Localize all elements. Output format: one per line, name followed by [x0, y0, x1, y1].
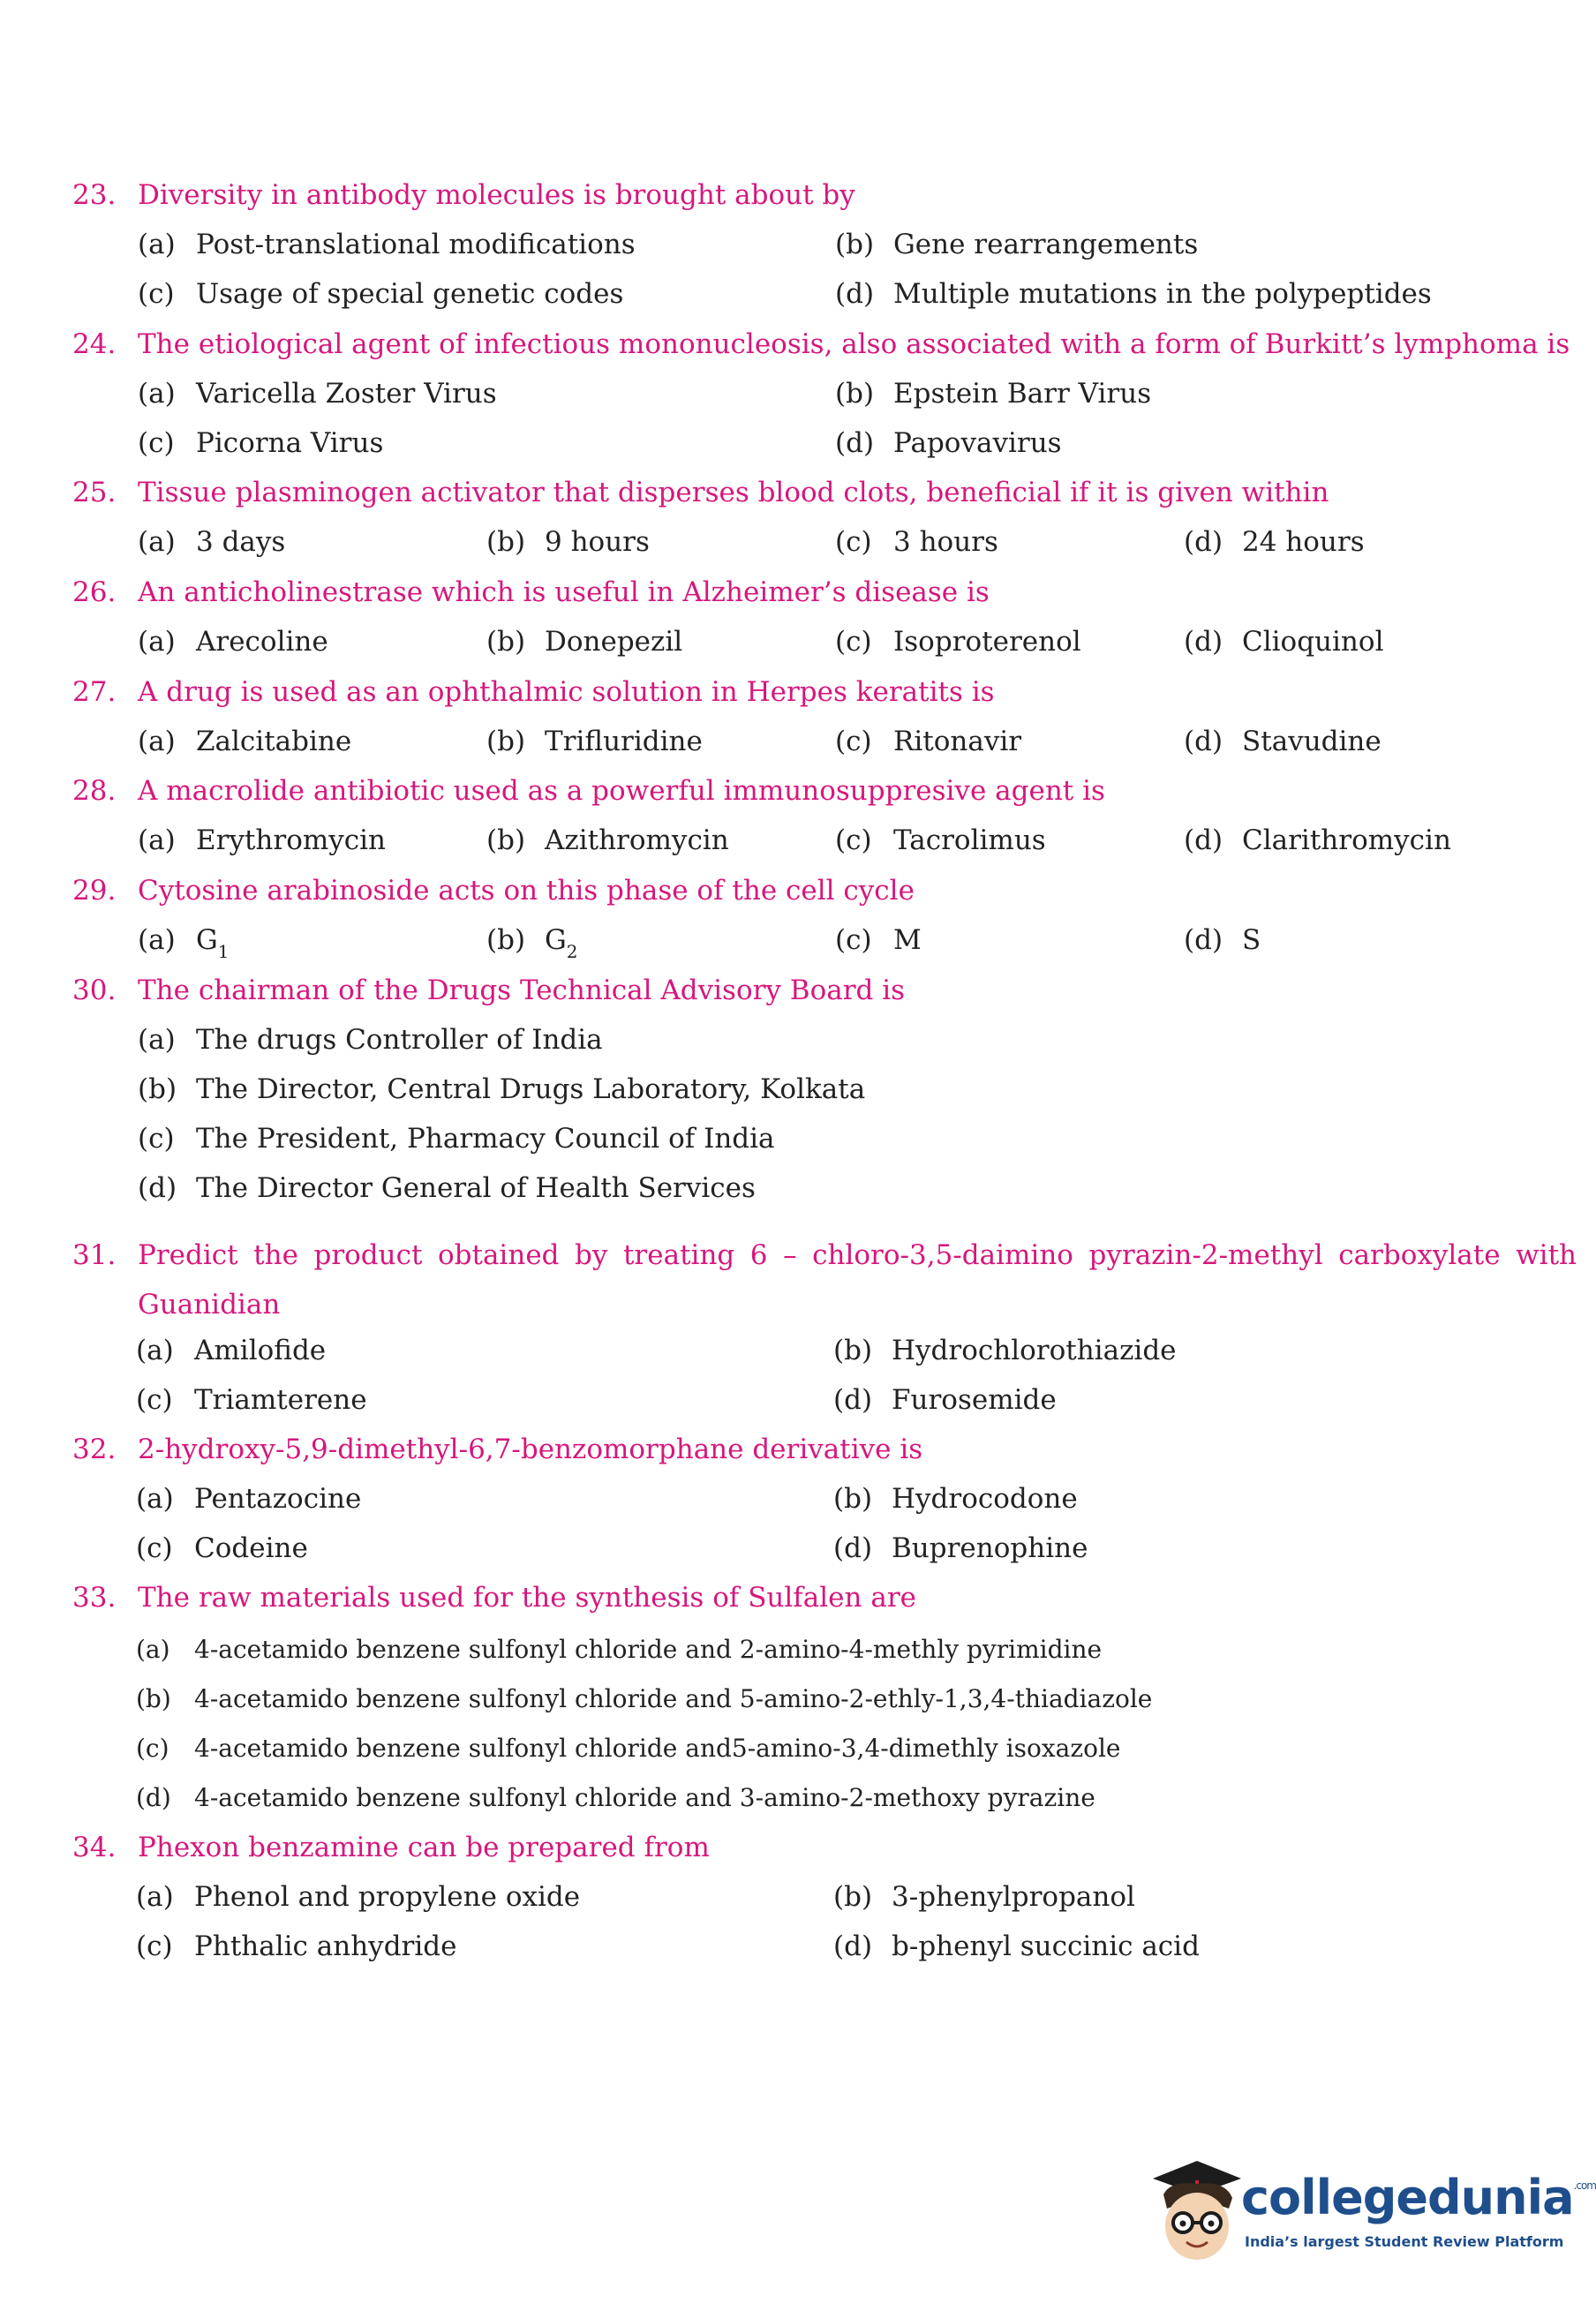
- option-label: (a): [138, 526, 176, 558]
- option-subscript: 1: [217, 941, 230, 962]
- option-text: Papovavirus: [893, 427, 1062, 459]
- option-text: Pentazocine: [194, 1483, 362, 1515]
- option-text: 3-phenylpropanol: [892, 1881, 1135, 1913]
- option-b: [486, 526, 650, 558]
- option-text: Phthalic anhydride: [194, 1930, 457, 1962]
- option-label: (c): [136, 1930, 173, 1962]
- question-23: [72, 179, 1520, 211]
- option-c: [835, 824, 1046, 856]
- option-c: [138, 427, 383, 459]
- option-d: [833, 1532, 1088, 1564]
- option-a: [136, 1335, 326, 1366]
- option-label: (b): [833, 1881, 873, 1913]
- option-text: Azithromycin: [545, 824, 729, 856]
- option-label: (d): [136, 1783, 171, 1812]
- question-number: 33.: [72, 1582, 117, 1614]
- option-b: [833, 1483, 1078, 1515]
- option-text: 4-acetamido benzene sulfonyl chloride and 5-amino-2-ethly-1,3,4-thiadiazole: [194, 1684, 1153, 1713]
- option-c: [136, 1532, 308, 1564]
- option-c: [138, 278, 623, 310]
- question-text: 2-hydroxy-5,9-dimethyl-6,7-benzomorphane derivative is: [138, 1434, 923, 1465]
- option-label: (d): [1184, 526, 1223, 558]
- question-28: [72, 775, 1520, 807]
- option-c: [136, 1930, 456, 1962]
- option-c: [835, 726, 1021, 757]
- option-subscript: 2: [566, 941, 578, 962]
- question-text: Tissue plasminogen activator that disperses blood clots, beneficial if it is given within: [138, 477, 1329, 508]
- option-d: [1184, 526, 1365, 558]
- question-text: The raw materials used for the synthesis of Sulfalen are: [138, 1582, 916, 1614]
- option-c: [835, 626, 1081, 658]
- question-29: [72, 875, 1520, 907]
- option-a: [138, 229, 636, 260]
- question-24: [72, 328, 1570, 360]
- question-26: [72, 576, 1520, 608]
- question-text: The chairman of the Drugs Technical Advisory Board is: [138, 975, 906, 1006]
- option-text: Zalcitabine: [196, 726, 352, 757]
- option-text: Arecoline: [196, 626, 328, 658]
- option-label: (c): [138, 1123, 175, 1155]
- option-a: [138, 1024, 603, 1056]
- option-b: [486, 824, 729, 856]
- option-d: [835, 427, 1062, 459]
- option-text: 4-acetamido benzene sulfonyl chloride and 2-amino-4-methly pyrimidine: [194, 1635, 1103, 1664]
- logo-tagline: India’s largest Student Review Platform: [1245, 2233, 1564, 2250]
- option-text: G: [196, 924, 218, 956]
- logo-suffix: .com: [1573, 2179, 1596, 2192]
- option-label: (d): [1184, 726, 1223, 757]
- option-label: (b): [486, 526, 526, 558]
- option-label: (a): [138, 924, 176, 956]
- option-b: [486, 726, 703, 757]
- option-text: Furosemide: [892, 1384, 1057, 1416]
- option-text: 3 hours: [893, 526, 998, 558]
- option-text: The Director General of Health Services: [196, 1172, 756, 1204]
- option-text: Hydrochlorothiazide: [892, 1335, 1177, 1366]
- option-text: Post-translational modifications: [196, 229, 636, 260]
- option-label: (b): [833, 1335, 873, 1366]
- option-text: Trifluridine: [545, 726, 703, 757]
- option-a: [138, 626, 328, 658]
- option-label: (c): [835, 726, 872, 757]
- option-c: [136, 1384, 367, 1416]
- option-label: (b): [486, 726, 526, 757]
- option-text: Ritonavir: [893, 726, 1022, 757]
- option-text: Clioquinol: [1242, 626, 1384, 658]
- option-label: (a): [138, 378, 176, 410]
- question-text: Phexon benzamine can be prepared from: [138, 1832, 710, 1863]
- option-label: (b): [486, 924, 526, 956]
- question-31: [72, 1230, 1577, 1329]
- option-label: (d): [835, 278, 875, 310]
- option-text: Stavudine: [1242, 726, 1381, 757]
- option-b: [833, 1881, 1135, 1913]
- question-number: 30.: [72, 975, 117, 1006]
- option-label: (b): [835, 378, 875, 410]
- option-d: [833, 1930, 1200, 1962]
- option-text: G: [545, 924, 567, 956]
- option-b: [835, 229, 1198, 260]
- question-number: 29.: [72, 875, 117, 907]
- option-label: (a): [136, 1635, 170, 1664]
- option-a: [136, 1483, 361, 1515]
- option-label: (b): [835, 229, 875, 260]
- option-label: (c): [835, 626, 872, 658]
- question-number: 27.: [72, 676, 117, 708]
- option-b: [138, 1073, 865, 1105]
- option-text: S: [1242, 924, 1261, 956]
- option-a: [138, 824, 386, 856]
- option-label: (d): [835, 427, 875, 459]
- option-a: [138, 378, 497, 410]
- option-text: b-phenyl succinic acid: [892, 1930, 1200, 1962]
- option-text: The drugs Controller of India: [196, 1024, 603, 1056]
- option-d: [1184, 726, 1381, 757]
- question-number: 31.: [72, 1239, 117, 1271]
- option-text: Triamterene: [194, 1384, 367, 1416]
- option-a: [136, 1635, 1102, 1664]
- option-text: Isoproterenol: [893, 626, 1081, 658]
- option-d: [835, 278, 1432, 310]
- option-c: [138, 1123, 775, 1155]
- option-label: (a): [136, 1483, 174, 1515]
- question-27: [72, 676, 1520, 708]
- option-text: The Director, Central Drugs Laboratory, Kolkata: [196, 1073, 866, 1105]
- question-32: [72, 1434, 1520, 1465]
- question-text: A drug is used as an ophthalmic solution in Herpes keratits is: [138, 676, 995, 708]
- option-text: 4-acetamido benzene sulfonyl chloride and 3-amino-2-methoxy pyrazine: [194, 1783, 1095, 1812]
- option-text: Hydrocodone: [892, 1483, 1078, 1515]
- question-number: 25.: [72, 477, 117, 508]
- question-number: 28.: [72, 775, 117, 807]
- option-text: Donepezil: [545, 626, 683, 658]
- question-number: 23.: [72, 179, 117, 211]
- option-label: (d): [1184, 626, 1223, 658]
- option-b: [136, 1684, 1152, 1713]
- question-number: 32.: [72, 1434, 117, 1465]
- option-text: Erythromycin: [196, 824, 387, 856]
- logo-name: collegedunia: [1241, 2170, 1574, 2225]
- option-text: Clarithromycin: [1242, 824, 1451, 856]
- option-label: (d): [1184, 824, 1223, 856]
- option-text: 9 hours: [545, 526, 650, 558]
- option-text: 4-acetamido benzene sulfonyl chloride and5-amino-3,4-dimethly isoxazole: [194, 1734, 1121, 1763]
- option-text: Multiple mutations in the polypeptides: [893, 278, 1432, 310]
- question-33: [72, 1582, 1520, 1614]
- question-30: [72, 975, 1520, 1006]
- option-text: Tacrolimus: [893, 824, 1046, 856]
- option-c: [835, 526, 998, 558]
- option-b: [835, 378, 1151, 410]
- option-c: [136, 1734, 1120, 1763]
- option-b: [833, 1335, 1177, 1366]
- option-b: [486, 626, 682, 658]
- option-text: Varicella Zoster Virus: [196, 378, 497, 410]
- question-text: An anticholinestrase which is useful in Alzheimer’s disease is: [138, 576, 990, 608]
- option-label: (d): [833, 1930, 873, 1962]
- option-label: (d): [138, 1172, 177, 1204]
- option-text: Picorna Virus: [196, 427, 384, 459]
- option-label: (c): [835, 924, 872, 956]
- option-text: Amilofide: [194, 1335, 327, 1366]
- option-label: (d): [833, 1384, 873, 1416]
- option-a: [138, 726, 351, 757]
- collegedunia-logo[interactable]: [1241, 2170, 1596, 2225]
- question-text: Diversity in antibody molecules is brought about by: [138, 179, 855, 211]
- option-label: (c): [136, 1532, 173, 1564]
- option-text: Buprenophine: [892, 1532, 1088, 1564]
- option-d: [833, 1384, 1057, 1416]
- option-label: (a): [138, 1024, 176, 1056]
- option-label: (c): [835, 526, 872, 558]
- option-label: (d): [1184, 924, 1223, 956]
- question-text: The etiological agent of infectious mononucleosis, also associated with a form of Burkitt’s lymphoma is: [138, 328, 1570, 360]
- option-label: (c): [138, 427, 175, 459]
- option-d: [136, 1783, 1095, 1812]
- option-label: (c): [835, 824, 872, 856]
- option-d: [1184, 626, 1383, 658]
- option-label: (d): [833, 1532, 873, 1564]
- option-text: Usage of special genetic codes: [196, 278, 624, 310]
- option-label: (c): [136, 1734, 169, 1763]
- option-text: 3 days: [196, 526, 286, 558]
- option-label: (b): [138, 1073, 177, 1105]
- option-text: Epstein Barr Virus: [893, 378, 1152, 410]
- option-d: [1184, 824, 1451, 856]
- question-number: 26.: [72, 576, 117, 608]
- option-d: [1184, 924, 1261, 956]
- option-text: Gene rearrangements: [893, 229, 1199, 260]
- question-text: Cytosine arabinoside acts on this phase of the cell cycle: [138, 875, 915, 907]
- option-text: Phenol and propylene oxide: [194, 1881, 581, 1913]
- option-label: (a): [136, 1335, 174, 1366]
- question-number: 24.: [72, 328, 117, 360]
- option-label: (c): [136, 1384, 173, 1416]
- option-a: [138, 526, 285, 558]
- question-number: 34.: [72, 1832, 117, 1863]
- option-label: (a): [138, 726, 176, 757]
- option-label: (b): [833, 1483, 873, 1515]
- question-34: [72, 1832, 1520, 1863]
- option-label: (b): [136, 1684, 171, 1713]
- question-25: [72, 477, 1520, 508]
- option-text: M: [893, 924, 922, 956]
- option-label: (a): [136, 1881, 174, 1913]
- option-label: (c): [138, 278, 175, 310]
- option-a: [136, 1881, 580, 1913]
- option-c: [835, 924, 922, 956]
- question-text: A macrolide antibiotic used as a powerful immunosuppresive agent is: [138, 775, 1105, 807]
- option-text: The President, Pharmacy Council of India: [196, 1123, 775, 1155]
- option-label: (a): [138, 626, 176, 658]
- option-label: (a): [138, 824, 176, 856]
- option-text: Codeine: [194, 1532, 308, 1564]
- option-label: (b): [486, 824, 526, 856]
- option-d: [138, 1172, 756, 1204]
- option-label: (a): [138, 229, 176, 260]
- option-text: 24 hours: [1242, 526, 1365, 558]
- option-label: (b): [486, 626, 526, 658]
- option-a: [138, 924, 230, 962]
- question-text: Predict the product obtained by treating 6 – chloro-3,5-daimino pyrazin-2-methyl carboxylate with Guanidian: [138, 1239, 1577, 1321]
- option-b: [486, 924, 578, 962]
